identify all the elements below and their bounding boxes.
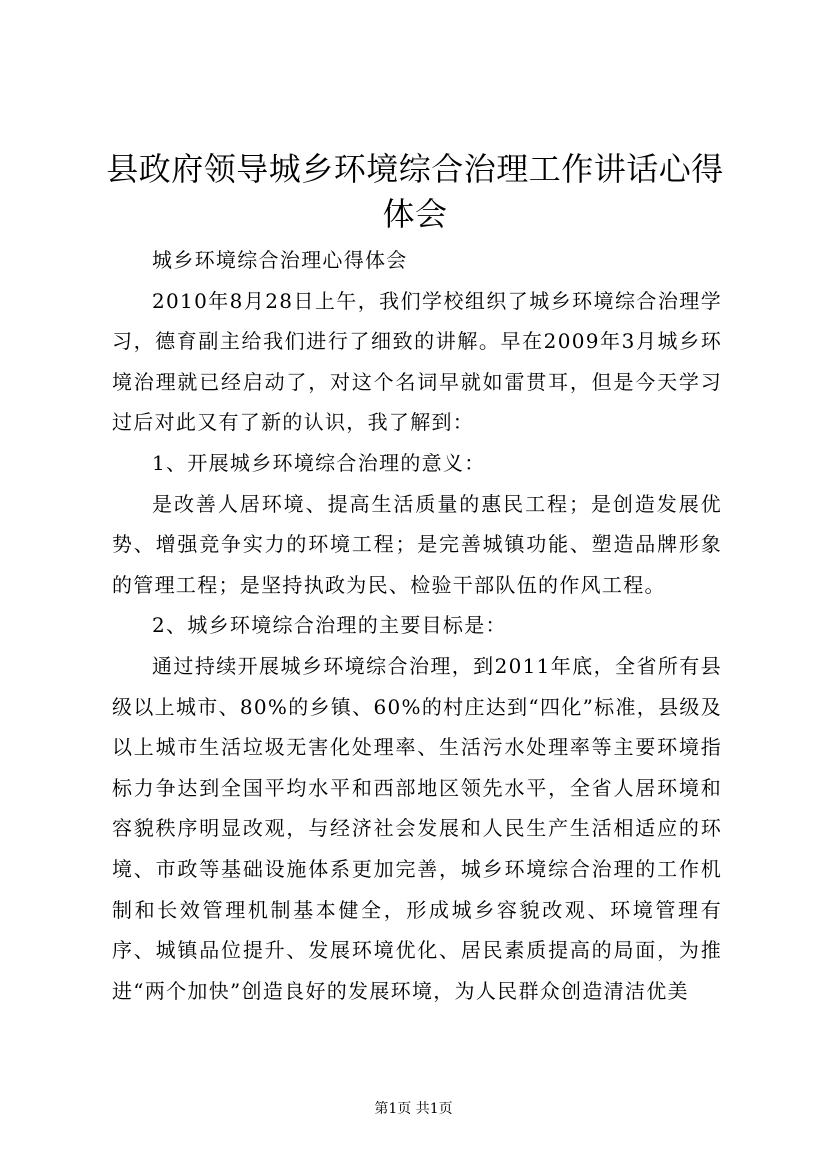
paragraph-subtitle: 城乡环境综合治理心得体会	[152, 248, 408, 272]
document-title: 县政府领导城乡环境综合治理工作讲话心得体会	[106, 150, 724, 233]
paragraph-heading-significance: 1、开展城乡环境综合治理的意义：	[152, 450, 486, 475]
document-body	[112, 240, 722, 1011]
paragraph-significance: 是改善人居环境、提高生活质量的惠民工程；是创造发展优势、增强竞争实力的环境工程；是完善城镇功能、塑造品牌形象的管理工程；是坚持执政为民、检验干部队伍的作风工程。	[112, 491, 722, 597]
paragraph-intro: 2010年8月28日上午，我们学校组织了城乡环境综合治理学习，德育副主给我们进行了细致的讲解。早在2009年3月城乡环境治理就已经启动了，对这个名词早就如雷贯耳，但是今天学习过后对此又有了新的认识，我了解到：	[112, 288, 722, 435]
paragraph-goals: 通过持续开展城乡环境综合治理，到2011年底，全省所有县级以上城市、80%的乡镇、60%的村庄达到“四化”标准，县级及以上城市生活垃圾无害化处理率、生活污水处理率等主要环境指标力争达到全国平均水平和西部地区领先水平，全省人居环境和容貌秩序明显改观，与经济社会发展和人民生产生活相适应的环境、市政等基础设施体系更加完善，城乡环境综合治理的工作机制和长效管理机制基本健全，形成城乡容貌改观、环境管理有序、城镇品位提升、发展环境优化、居民素质提高的局面，为推进“两个加快”创造良好的发展环境，为人民群众创造清洁优美	[112, 653, 722, 1003]
page-number-footer: 第1页 共1页	[374, 1101, 453, 1117]
paragraph-heading-goals: 2、城乡环境综合治理的主要目标是：	[152, 613, 507, 638]
